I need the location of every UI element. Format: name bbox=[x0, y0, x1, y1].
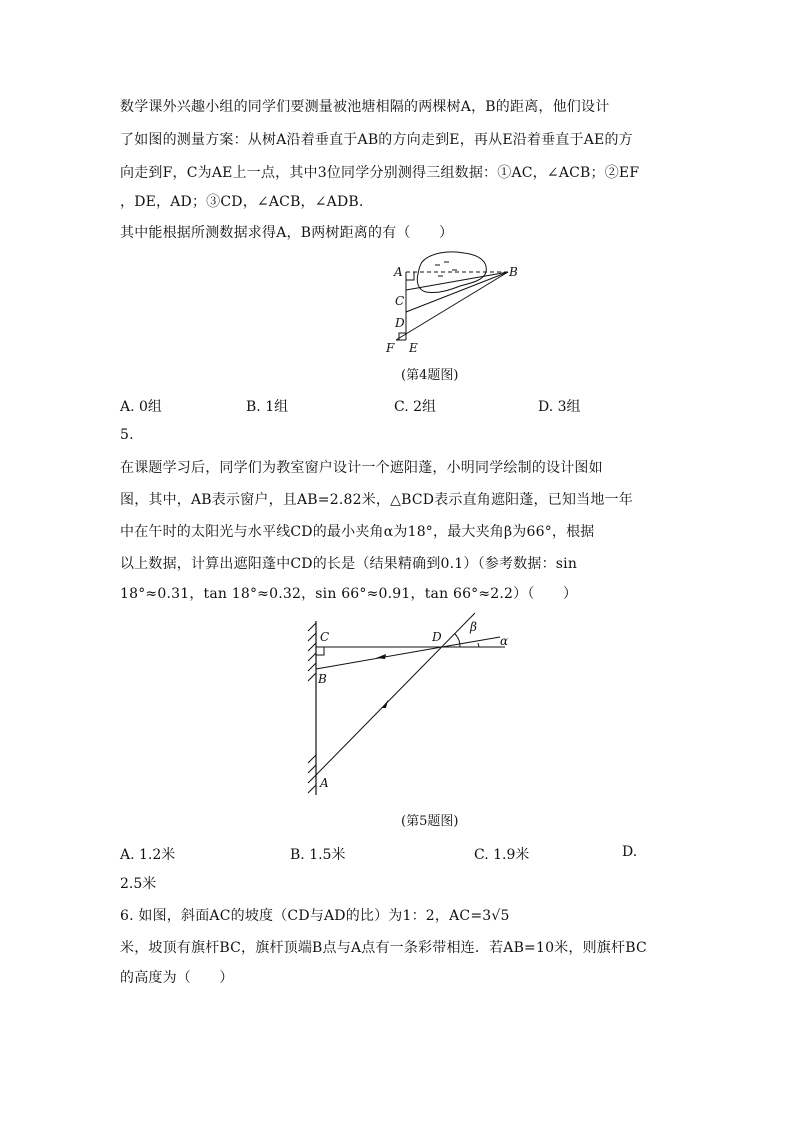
q5-option-c[interactable]: C. 1.9米 bbox=[474, 847, 530, 863]
q4-option-b[interactable]: B. 1组 bbox=[246, 399, 289, 415]
q4-line-4: ，DE，AD；③CD，∠ACB，∠ADB. bbox=[120, 194, 364, 210]
label-a: A bbox=[394, 265, 403, 279]
q5-option-b[interactable]: B. 1.5米 bbox=[290, 847, 346, 863]
label-a: A bbox=[320, 776, 329, 790]
label-c: C bbox=[320, 630, 330, 644]
label-b: B bbox=[509, 265, 518, 279]
q4-option-c[interactable]: C. 2组 bbox=[394, 399, 437, 415]
label-d: D bbox=[432, 630, 442, 644]
label-beta: β bbox=[470, 620, 477, 634]
sun-ray-alpha bbox=[442, 637, 500, 647]
label-c: C bbox=[395, 294, 405, 308]
q5-line-5: 18°≈0.31，tan 18°≈0.32，sin 66°≈0.91，tan 66°≈2.2）（ ） bbox=[120, 586, 578, 602]
q6-line-2: 米，坡顶有旗杆BC，旗杆顶端B点与A点有一条彩带相连．若AB=10米，则旗杆BC bbox=[120, 940, 647, 956]
q4-line-2: 了如图的测量方案：从树A沿着垂直于AB的方向走到E，再从E沿着垂直于AE的方 bbox=[120, 132, 633, 148]
q5-number: 5. bbox=[120, 427, 134, 443]
label-f: F bbox=[386, 341, 395, 355]
q6-line-3: 的高度为（ ） bbox=[120, 970, 234, 986]
label-e: E bbox=[409, 341, 418, 355]
q4-line-1: 数学课外兴趣小组的同学们要测量被池塘相隔的两棵树A，B的距离，他们设计 bbox=[120, 99, 610, 115]
q5-line-3: 中在午时的太阳光与水平线CD的最小夹角α为18°，最大夹角β为66°，根据 bbox=[120, 524, 595, 540]
right-angle-a bbox=[406, 272, 414, 280]
q4-option-a[interactable]: A. 0组 bbox=[120, 399, 162, 415]
wall-hatching bbox=[308, 623, 316, 793]
right-angle-c bbox=[316, 647, 324, 655]
segment-ad bbox=[316, 613, 475, 775]
q6-line-1: 6. 如图，斜面AC的坡度（CD与AD的比）为1：2，AC=3√5 bbox=[120, 908, 510, 924]
q5-line-4: 以上数据，计算出遮阳蓬中CD的长是（结果精确到0.1）（参考数据：sin bbox=[120, 556, 578, 572]
q4-figure-caption: (第4题图) bbox=[401, 368, 459, 383]
label-b: B bbox=[318, 672, 327, 686]
label-d: D bbox=[395, 316, 405, 330]
q4-figure bbox=[380, 250, 530, 360]
q5-option-d[interactable]: D. bbox=[622, 844, 638, 860]
q4-line-5: 其中能根据所测数据求得A，B两树距离的有（ ） bbox=[120, 225, 454, 241]
q4-option-d[interactable]: D. 3组 bbox=[538, 399, 581, 415]
q5-figure-caption: (第5题图) bbox=[401, 814, 459, 829]
q5-figure bbox=[290, 605, 520, 805]
q4-line-3: 向走到F，C为AE上一点，其中3位同学分别测得三组数据：①AC，∠ACB；②EF bbox=[120, 165, 640, 181]
q5-option-a[interactable]: A. 1.2米 bbox=[120, 847, 176, 863]
label-alpha: α bbox=[500, 634, 509, 648]
q5-option-d-value: 2.5米 bbox=[120, 876, 157, 892]
q5-line-1: 在课题学习后，同学们为教室窗户设计一个遮阳蓬，小明同学绘制的设计图如 bbox=[120, 460, 603, 476]
arc-alpha bbox=[478, 643, 479, 647]
q5-line-2: 图，其中，AB表示窗户，且AB=2.82米，△BCD表示直角遮阳蓬，已知当地一年 bbox=[120, 492, 633, 508]
